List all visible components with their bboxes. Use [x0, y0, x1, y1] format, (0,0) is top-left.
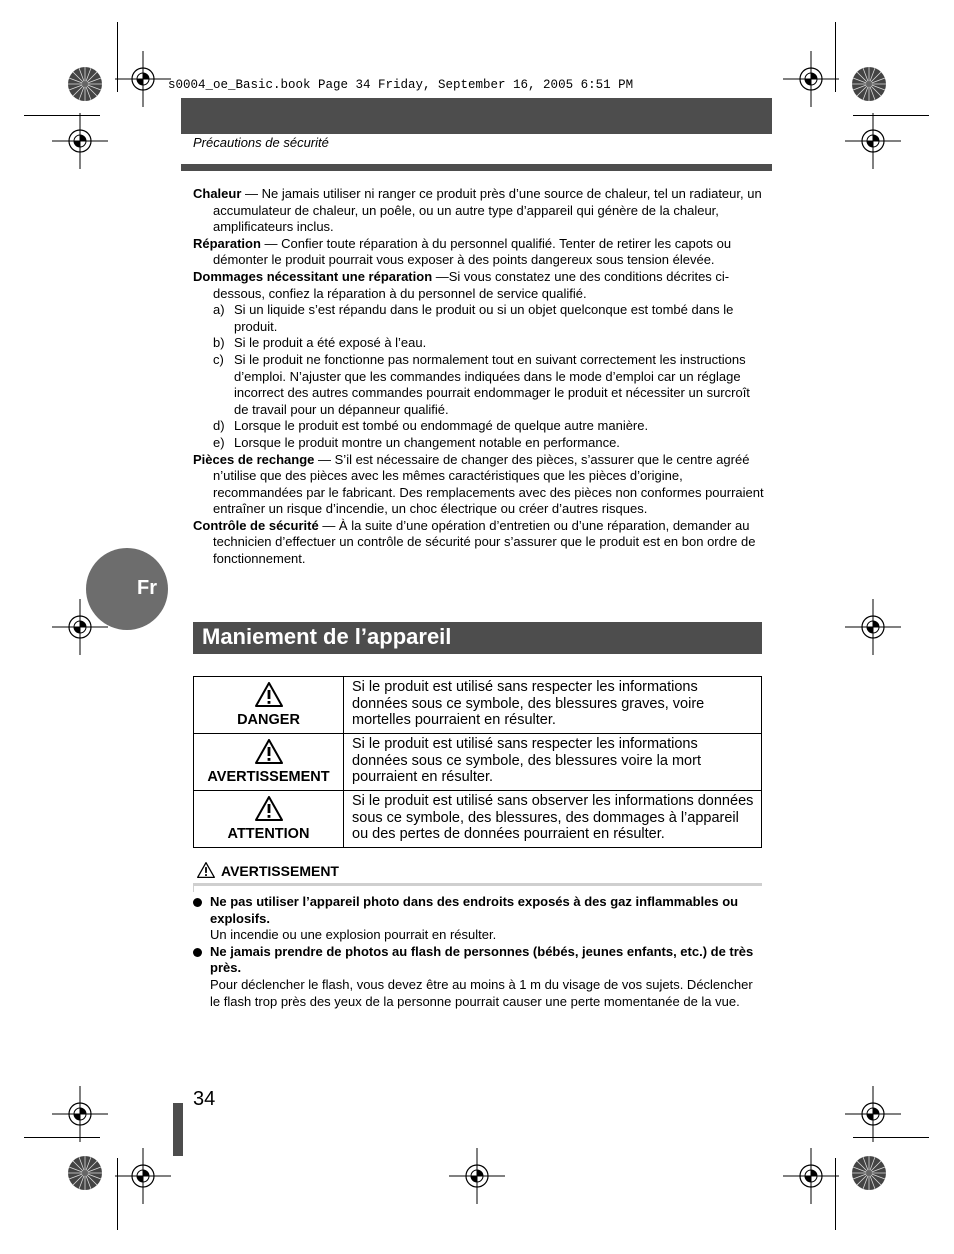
paragraph-text: —Si vous constatez une des conditions décrites ci-dessous, confiez la réparation à du personnel de service qualifié. [213, 268, 730, 301]
warning-title: Ne jamais prendre de photos au flash de personnes (bébés, jeunes enfants, etc.) de très près. [210, 943, 754, 976]
warning-triangle-icon [255, 682, 283, 707]
paragraph-pieces [193, 452, 765, 518]
symbol-description: Si le produit est utilisé sans respecter les informations données sous ce symbole, des blessures voire la mort pourraient en résulter. [344, 734, 762, 791]
paragraph-text: — Confier toute réparation à du personnel qualifié. Tenter de retirer les capots ou démonter le produit pourrait vous exposer à des points dangereux sous tension élevée. [213, 235, 732, 268]
list-text: Si un liquide s’est répandu dans le produit ou si un objet quelconque est tombé dans le produit. [234, 302, 734, 334]
symbol-description: Si le produit est utilisé sans observer les informations données sous ce symbole, des blessures, des dommages à l’appareil ou des pertes de données pourraient en résulter. [344, 791, 762, 848]
symbol-label: AVERTISSEMENT [207, 768, 330, 785]
page-edge-bar [173, 1103, 183, 1156]
symbol-table [193, 676, 762, 848]
warning-triangle-icon [255, 739, 283, 764]
term: Chaleur [193, 186, 242, 201]
bullet-icon [193, 948, 202, 957]
list-item [193, 302, 765, 335]
symbol-label: DANGER [237, 711, 300, 728]
warning-heading [197, 862, 339, 879]
list-letter: b) [213, 335, 225, 351]
warning-triangle-icon [255, 796, 283, 821]
list-item [193, 418, 765, 435]
language-tab-label: Fr [137, 577, 157, 599]
symbol-cell [194, 734, 344, 791]
list-text: Si le produit a été exposé à l’eau. [234, 335, 427, 351]
symbol-cell [194, 677, 344, 734]
list-item [193, 335, 765, 352]
section-divider [181, 164, 772, 171]
list-letter: a) [213, 302, 225, 318]
symbol-label: ATTENTION [227, 825, 310, 842]
list-text: Si le produit ne fonctionne pas normalement tout en suivant correctement les instructions d’emploi. N’ajuster que les commandes indiquées dans le mode d’emploi car un réglage incorrect des autres commandes pourrait endommager le produit et nécessiter un surcroît de travail pour un dépanneur qualifié. [234, 351, 750, 417]
table-row [194, 734, 762, 791]
list-item [193, 352, 765, 418]
list-item [193, 894, 765, 944]
warning-list [193, 894, 765, 1010]
warning-text: Pour déclencher le flash, vous devez être au moins à 1 m du visage de vos sujets. Déclencher le flash trop près des yeux de la personne pourrait causer une perte momentanée de la vue. [210, 976, 753, 1009]
paragraph-text: — Ne jamais utiliser ni ranger ce produit près d’une source de chaleur, tel un radiateur, un accumulateur de chaleur, un poêle, ou un autre type d’appareil qui génère de la chaleur, amplificateurs inclus. [213, 186, 762, 235]
list-text: Lorsque le produit montre un changement notable en performance. [234, 434, 620, 450]
header-bar [181, 98, 772, 134]
symbol-description: Si le produit est utilisé sans respecter les informations données sous ce symbole, des blessures graves, voire mortelles pourraient en résulter. [344, 677, 762, 734]
list-item [193, 944, 765, 1010]
warning-text: Un incendie ou une explosion pourrait en résulter. [210, 927, 497, 943]
list-letter: c) [213, 351, 224, 367]
paragraph-controle [193, 518, 765, 568]
safety-text [193, 186, 765, 568]
paragraph-chaleur [193, 186, 765, 236]
section-label: Précautions de sécurité [193, 135, 329, 150]
list-letter: d) [213, 418, 225, 434]
symbol-cell [194, 791, 344, 848]
warning-triangle-icon [197, 862, 215, 878]
table-row [194, 791, 762, 848]
warning-rule [193, 883, 762, 886]
page-number: 34 [193, 1088, 216, 1110]
table-row [194, 677, 762, 734]
term: Dommages nécessitant une réparation [193, 268, 433, 284]
paragraph-text: — S’il est nécessaire de changer des pièces, s’assurer que le centre agréé n’utilise que des pièces avec les mêmes caractéristiques que les pièces d’origine, recommandées par le fabricant. Des remplacements avec des pièces non conformes pourraient entraîner un risque d’incendie, un choc électrique ou créer d’autres risques. [213, 451, 764, 517]
warning-heading-label: AVERTISSEMENT [221, 863, 339, 879]
print-header: s0004_oe_Basic.book Page 34 Friday, September 16, 2005 6:51 PM [168, 78, 634, 92]
bullet-icon [193, 898, 202, 907]
page-heading: Maniement de l’appareil [202, 624, 452, 649]
warning-rule-tick [193, 886, 194, 892]
paragraph-text: — À la suite d’une opération d’entretien ou d’une réparation, demander au technicien d’effectuer un contrôle de sécurité pour s’assurer que le produit est en bon ordre de fonctionnement. [213, 517, 756, 567]
list-item [193, 435, 765, 452]
list-letter: e) [213, 434, 225, 450]
paragraph-dommages [193, 269, 765, 302]
term: Contrôle de sécurité [193, 517, 319, 533]
list-text: Lorsque le produit est tombé ou endommagé de quelque autre manière. [234, 418, 649, 434]
paragraph-reparation [193, 236, 765, 269]
term: Pièces de rechange [193, 451, 315, 467]
warning-title: Ne pas utiliser l’appareil photo dans des endroits exposés à des gaz inflammables ou explosifs. [210, 894, 739, 926]
term: Réparation [193, 235, 261, 251]
